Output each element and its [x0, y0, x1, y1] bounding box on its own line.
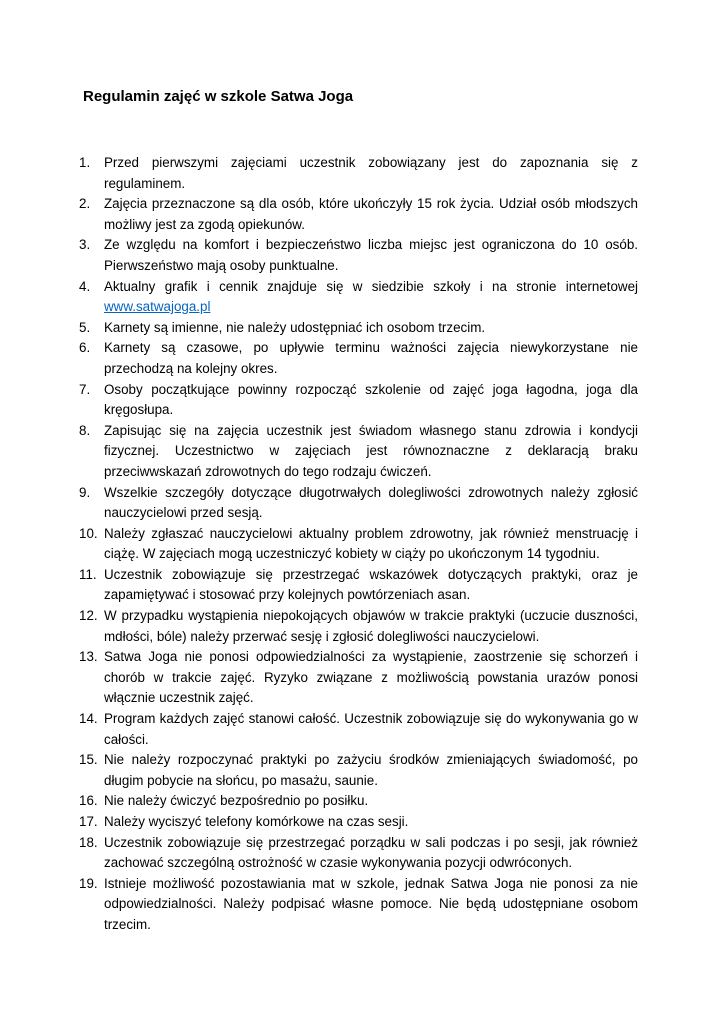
rule-text: Nie należy ćwiczyć bezpośrednio po posiłku.	[104, 793, 369, 809]
rule-number: 10.	[79, 525, 98, 541]
rule-number: 6.	[79, 340, 91, 356]
rule-number: 4.	[79, 278, 91, 294]
rule-text: Uczestnik zobowiązuje się przestrzegać wskazówek dotyczących praktyki, oraz je zapamiętywać i stosować przy kolejnych powtórzeniach asan.	[104, 566, 638, 603]
rule-item	[0, 277, 725, 318]
rule-item	[0, 524, 725, 565]
document-title: Regulamin zajęć w szkole Satwa Joga	[83, 88, 354, 105]
rule-item	[0, 338, 725, 379]
rule-number: 16.	[79, 793, 98, 809]
rule-text: Karnety są imienne, nie należy udostępniać ich osobom trzecim.	[104, 319, 486, 335]
rule-text: Program każdych zajęć stanowi całość. Uczestnik zobowiązuje się do wykonywania go w całości.	[104, 711, 638, 747]
rule-text: Wszelkie szczegóły dotyczące długotrwałych dolegliwości zdrowotnych należy zgłosić nauczycielowi przed sesją.	[104, 484, 638, 521]
rule-item	[0, 606, 725, 647]
rule-item	[0, 421, 725, 483]
rule-text: Istnieje możliwość pozostawiania mat w szkole, jednak Satwa Joga nie ponosi za nie odpowiedzialności. Należy podpisać własne pomoce. Nie będą udostępniane osobom trzecim.	[104, 875, 638, 932]
rule-number: 12.	[79, 608, 98, 624]
rule-number: 9.	[79, 484, 91, 500]
rule-item	[0, 647, 725, 709]
rules-list	[0, 153, 725, 936]
rule-text: Satwa Joga nie ponosi odpowiedzialności za wystąpienie, zaostrzenie się schorzeń i chorób w trakcie zajęć. Ryzyko związane z możliwością powstania urazów ponosi włącznie uczestnik zajęć.	[104, 649, 638, 706]
rule-number: 8.	[79, 422, 91, 438]
rule-text: Należy wyciszyć telefony komórkowe na czas sesji.	[104, 814, 409, 829]
rule-item	[0, 833, 725, 874]
rule-item	[0, 153, 725, 194]
rule-number: 5.	[79, 319, 91, 335]
rule-text-with-link	[104, 277, 638, 318]
rule-number: 13.	[79, 649, 98, 665]
rule-number: 18.	[79, 834, 98, 850]
rule-item	[0, 380, 725, 421]
rule-text: W przypadku wystąpienia niepokojących objawów w trakcie praktyki (uczucie duszności, mdłości, bóle) należy przerwać sesję i zgłosić dolegliwości nauczycielowi.	[104, 608, 638, 644]
rule-number: 17.	[79, 814, 98, 829]
rule-text: Zajęcia przeznaczone są dla osób, które ukończyły 15 rok życia. Udział osób młodszych możliwy jest za zgodą opiekunów.	[104, 196, 638, 232]
rule-number: 11.	[79, 566, 97, 582]
rule-text: Osoby początkujące powinny rozpocząć szkolenie od zajęć joga łagodna, joga dla kręgosłupa.	[104, 381, 638, 418]
rule-text: Aktualny grafik i cennik znajduje się w siedzibie szkoły i na stronie internetowej	[104, 278, 638, 294]
rule-number: 14.	[79, 711, 98, 727]
rule-text: Zapisując się na zajęcia uczestnik jest świadom własnego stanu zdrowia i kondycji fizycznej. Uczestnictwo w zajęciach jest równoznaczne z deklaracją braku przeciwwskazań zdrowotnych do tego rodzaju ćwiczeń.	[104, 422, 638, 479]
rule-text: Uczestnik zobowiązuje się przestrzegać porządku w sali podczas i po sesji, jak również zachować szczególną ostrożność w czasie wykonywania pozycji odwróconych.	[104, 834, 638, 871]
rule-item	[0, 812, 725, 833]
rule-text: Nie należy rozpoczynać praktyki po zażyciu środków zmieniających świadomość, po długim pobycie na słońcu, po masażu, saunie.	[104, 752, 638, 788]
rule-number: 1.	[79, 155, 91, 170]
rule-item	[0, 235, 725, 276]
rule-number: 3.	[79, 237, 91, 253]
rule-item	[0, 750, 725, 791]
rule-text: Ze względu na komfort i bezpieczeństwo liczba miejsc jest ograniczona do 10 osób. Pierwszeństwo mają osoby punktualne.	[104, 237, 638, 273]
rule-number: 7.	[79, 381, 91, 397]
rule-item	[0, 194, 725, 235]
rule-item	[0, 709, 725, 750]
rule-item	[0, 874, 725, 936]
rule-text: Karnety są czasowe, po upływie terminu ważności zajęcia niewykorzystane nie przechodzą na kolejny okres.	[104, 340, 638, 376]
website-link[interactable]: www.satwajoga.pl	[104, 299, 211, 315]
rule-item	[0, 565, 725, 606]
rule-item	[0, 318, 725, 339]
rule-item	[0, 483, 725, 524]
rule-item	[0, 791, 725, 812]
rule-number: 15.	[79, 752, 98, 768]
rule-number: 19.	[79, 875, 98, 891]
rule-text: Należy zgłaszać nauczycielowi aktualny problem zdrowotny, jak również menstruację i ciążę. W zajęciach mogą uczestniczyć kobiety w ciąży po ukończonym 14 tygodniu.	[104, 525, 638, 562]
rule-number: 2.	[79, 196, 91, 212]
rule-text: Przed pierwszymi zajęciami uczestnik zobowiązany jest do zapoznania się z regulaminem.	[104, 155, 638, 191]
